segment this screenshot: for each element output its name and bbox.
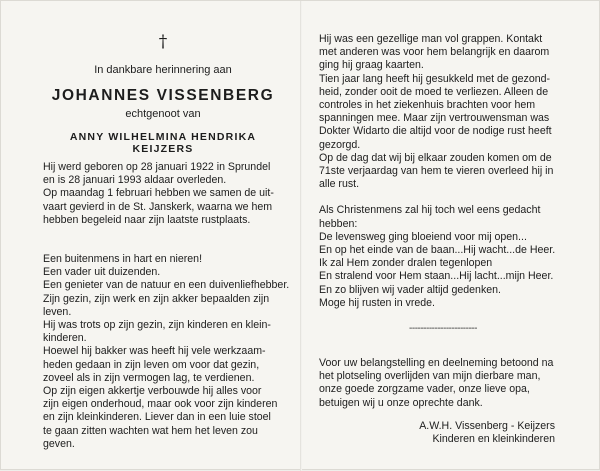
text-line: Hoewel hij bakker was heeft hij vele werkzaam- <box>43 345 266 358</box>
text-line: Hij werd geboren op 28 januari 1922 in Sprundel <box>43 161 271 173</box>
signature-block <box>319 420 567 446</box>
text-line: Op zijn eigen akkertje verbouwde hij alles voor <box>43 385 262 398</box>
left-panel <box>43 32 290 451</box>
text-line: Op maandag 1 februari hebben we samen de uit- <box>43 187 274 200</box>
text-line: Moge hij rusten in vrede. <box>319 296 436 309</box>
text-line: geven. <box>43 437 75 450</box>
text-line: De levensweg ging bloeiend voor mij open... <box>319 230 527 243</box>
text-line: met anderen was voor hem belangrijk en daarom <box>319 46 550 59</box>
text-line: Dokter Widarto die altijd voor de nodige rust heeft <box>319 125 552 138</box>
text-line: Zijn gezin, zijn werk en zijn akker bepaalden zijn <box>43 292 270 305</box>
text-line: en is 28 januari 1993 aldaar overleden. <box>43 174 227 187</box>
cross-icon: † <box>158 32 168 52</box>
text-line: ging hij graag kaarten. <box>319 59 424 72</box>
text-line: betuigen wij u onze oprechte dank. <box>319 396 483 409</box>
text-line: Als Christenmens zal hij toch wel eens gedacht <box>319 204 541 217</box>
text-line: onze goede zorgzame vader, onze lieve opa, <box>319 383 530 396</box>
text-line: Voor uw belangstelling en deelneming betoond na <box>319 357 554 370</box>
text-line: Een genieter van de natuur en een duivenliefhebber. <box>43 279 290 292</box>
text-line: controles in het ziekenhuis brachten voor hem <box>319 99 536 112</box>
text-line: Een vader uit duizenden. <box>43 266 161 279</box>
center-fold <box>300 1 302 471</box>
text-line: 71ste verjaardag van hem te vieren overleed hij in <box>319 165 554 178</box>
signature-line: Kinderen en kleinkinderen <box>432 433 555 446</box>
deceased-name: JOHANNES VISSENBERG <box>51 87 275 104</box>
tribute-paragraph <box>43 253 290 451</box>
right-panel <box>319 33 567 446</box>
signature-line: A.W.H. Vissenberg - Keijzers <box>419 419 555 432</box>
text-line: te gaan zitten wachten wat hem het leven zou <box>43 424 258 437</box>
poem-paragraph <box>319 204 567 310</box>
text-line: kinderen. <box>43 332 87 345</box>
text-line: spanningen mee. Maar zijn vertrouwensman was <box>319 112 550 125</box>
text-line: Tien jaar lang heeft hij gesukkeld met de gezond- <box>319 72 551 85</box>
text-line: zijn eigen onderhoud, maar ook voor zijn kinderen <box>43 398 278 411</box>
text-line: zoveel als in zijn vermogen lag, te verdienen. <box>43 371 255 384</box>
text-line: Op de dag dat wij bij elkaar zouden komen om de <box>319 151 552 164</box>
text-line: En op het einde van de baan...Hij wacht...de Heer. <box>319 244 556 257</box>
text-line: Hij was trots op zijn gezin, zijn kinderen en klein- <box>43 319 271 332</box>
text-line: vaart gevierd in de St. Janskerk, waarna we hem <box>43 200 273 213</box>
text-line: Een buitenmens in hart en nieren! <box>43 253 203 266</box>
text-line: hebben: <box>319 217 358 230</box>
spouse-name: ANNY WILHELMINA HENDRIKA KEIJZERS <box>69 131 257 155</box>
text-line: Hij was een gezellige man vol grappen. Kontakt <box>319 33 543 45</box>
text-line: gezorgd. <box>319 138 361 151</box>
text-line: leven. <box>43 305 72 318</box>
thanks-paragraph <box>319 357 567 410</box>
separator-line: ------------------------ <box>409 323 477 335</box>
text-line: heden gedaan in zijn leven om voor dat gezin, <box>43 358 260 371</box>
text-line: En stralend voor Hem staan...Hij lacht...mijn Heer. <box>319 270 554 283</box>
text-line: Ik zal Hem zonder dralen tegenlopen <box>319 257 493 270</box>
text-line: en zijn kleinkinderen. Liever dan in een luie stoel <box>43 411 271 424</box>
text-line: En zo blijven wij vader altijd gedenken. <box>319 283 501 296</box>
bio-paragraph <box>43 161 283 227</box>
spouse-label: echtgenoot van <box>125 108 201 120</box>
text-line: het plotseling overlijden van mijn dierbare man, <box>319 370 541 383</box>
text-line: alle rust. <box>319 178 360 191</box>
character-paragraph <box>319 33 567 191</box>
text-line: heid, zonder ooit de moed te verliezen. Alleen de <box>319 85 549 98</box>
text-line: hebben begeleid naar zijn laatste rustplaats. <box>43 213 251 226</box>
intro-text: In dankbare herinnering aan <box>94 64 232 76</box>
